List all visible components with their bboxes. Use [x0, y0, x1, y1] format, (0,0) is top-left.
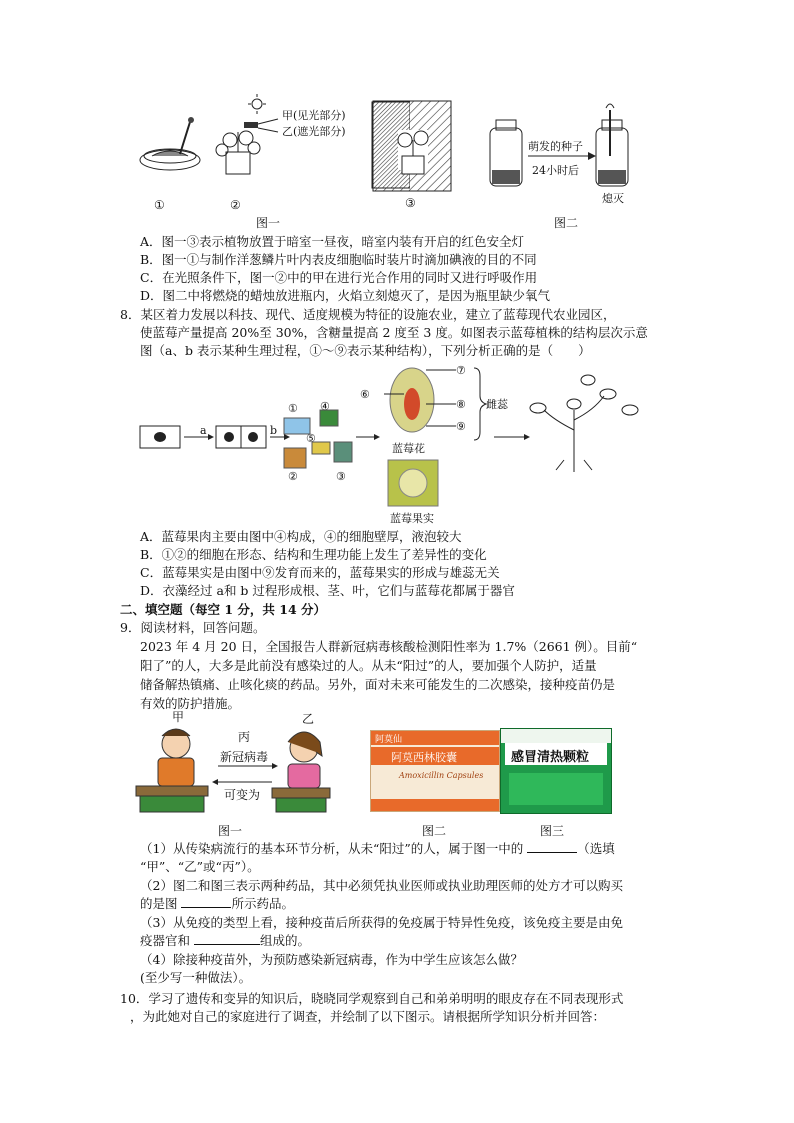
- q9-sub1-hint: （选填: [577, 841, 615, 856]
- q9-sub3-blank[interactable]: [194, 932, 260, 945]
- q8-stem-line2: 使蓝莓产量提高 20%至 30%，含糖量提高 2 度至 3 度。如图表示蓝莓植株的结构层次示意: [140, 325, 648, 340]
- amox-en: Amoxicillin Capsules: [399, 771, 484, 780]
- q9-sub2-blank[interactable]: [181, 895, 231, 908]
- figure-2: [484, 100, 634, 208]
- q9-sub2-line2: [140, 895, 294, 913]
- label-jia: 甲(见光部分): [282, 109, 346, 122]
- structure-1: ①: [288, 402, 298, 415]
- fig1-num2: ②: [230, 198, 241, 212]
- q9-sub1-line1: [140, 840, 615, 858]
- label-yi: 乙(遮光部分): [282, 125, 346, 138]
- medicine-box-ganmao: [500, 728, 612, 814]
- q8-option-d: D．衣藻经过 a和 b 过程形成根、茎、叶，它们与蓝莓花都属于器官: [140, 583, 515, 598]
- structure-6: ⑥: [360, 388, 370, 401]
- ganmao-name: 感冒清热颗粒: [511, 750, 590, 765]
- structure-9: ⑨: [456, 420, 466, 433]
- q9-sub1-line2: “甲”、“乙”或“丙”）。: [140, 859, 260, 874]
- extinguish-label: 熄灭: [602, 192, 624, 205]
- q9-fig2-caption: 图二: [422, 824, 447, 838]
- label-yi-person: 乙: [302, 712, 315, 726]
- q7-option-c: C．在光照条件下，图一②中的甲在进行光合作用的同时又进行呼吸作用: [140, 270, 538, 285]
- q9-fig1-caption: 图一: [218, 824, 243, 838]
- fruit-label: 蓝莓果实: [390, 512, 434, 525]
- q9-title: 9．阅读材料，回答问题。: [120, 620, 266, 635]
- figure-1-illustration: [130, 92, 410, 224]
- q9-sub3-tail: 组成的。: [259, 933, 310, 948]
- q8-stem-line3: 图（a、b 表示某种生理过程，①～⑨表示某种结构），下列分析正确的是（ ）: [140, 343, 591, 358]
- amox-brand: 阿莫仙: [375, 735, 403, 745]
- q9-para-2: 阳了”的人，大多是此前没有感染过的人。从未“阳过”的人，要加强个人防护，适量: [140, 658, 597, 673]
- q8-option-c: C．蓝莓果实是由图中⑨发育而来的，蓝莓果实的形成与雄蕊无关: [140, 565, 500, 580]
- label-jia-person: 甲: [172, 710, 185, 724]
- q9-sub3-text: 疫器官和: [140, 933, 194, 948]
- medicine-box-amoxicillin: [370, 730, 500, 812]
- section-2-heading: 二、填空题（每空 1 分，共 14 分）: [120, 602, 327, 617]
- fig1-num1: ①: [154, 198, 165, 212]
- q8-stem-line1: 8．某区着力发展以科技、现代、适度规模为特征的设施农业，建立了蓝莓现代农业园区，: [120, 307, 616, 322]
- q9-sub2-line1: （2）图二和图三表示两种药品，其中必须凭执业医师或执业助理医师的处方才可以购买: [140, 878, 623, 893]
- structure-3: ③: [336, 470, 346, 483]
- fig1-caption: 图一: [256, 216, 281, 230]
- q9-sub3-line1: （3）从免疫的类型上看，接种疫苗后所获得的免疫属于特异性免疫，该免疫主要是由免: [140, 915, 623, 930]
- figure-1: [130, 92, 410, 224]
- dark-box-figure: [372, 100, 452, 210]
- q9-fig3-caption: 图三: [540, 824, 565, 838]
- hours-label: 24小时后: [532, 164, 579, 177]
- q9-sub2-text: 的是图: [140, 896, 182, 911]
- q9-sub1-blank[interactable]: [527, 840, 577, 853]
- q9-figure-1: [132, 708, 332, 820]
- structure-2: ②: [288, 470, 298, 483]
- arrow-a-label: a: [200, 424, 207, 437]
- q7-option-d: D．图二中将燃烧的蜡烛放进瓶内，火焰立刻熄灭了，是因为瓶里缺少氧气: [140, 288, 551, 303]
- q7-option-a: A．图一③表示植物放置于暗室一昼夜，暗室内装有开启的红色安全灯: [140, 234, 525, 249]
- fig2-caption: 图二: [554, 216, 579, 230]
- q9-sub3-line2: [140, 932, 310, 950]
- fig1-num3: ③: [405, 196, 416, 210]
- q8-option-b: B．①②的细胞在形态、结构和生理功能上发生了差异性的变化: [140, 547, 487, 562]
- mutable-label: 可变为: [224, 788, 261, 802]
- structure-7: ⑦: [456, 364, 466, 377]
- q9-sub1-text: （1）从传染病流行的基本环节分析，从未“阳过”的人，属于图一中的: [140, 841, 528, 856]
- blueberry-diagram: [134, 360, 654, 528]
- structure-8: ⑧: [456, 398, 466, 411]
- q9-sub2-tail: 所示药品。: [231, 896, 294, 911]
- dark-box-illustration: [372, 100, 452, 192]
- q8-option-a: A．蓝莓果肉主要由图中④构成，④的细胞壁厚，液泡较大: [140, 529, 462, 544]
- q9-sub4-line1: （4）除接种疫苗外，为预防感染新冠病毒，作为中学生应该怎么做？: [140, 952, 523, 967]
- seeds-label: 萌发的种子: [528, 140, 583, 153]
- flower-label: 蓝莓花: [392, 442, 425, 455]
- q9-para-4: 有效的防护措施。: [140, 696, 241, 711]
- q7-option-b: B．图一①与制作洋葱鳞片叶内表皮细胞临时装片时滴加碘液的目的不同: [140, 252, 537, 267]
- q9-para-3: 储备解热镇痛、止咳化痰的药品。另外，面对未来可能发生的二次感染，接种疫苗仍是: [140, 677, 616, 692]
- q10-stem-line2: ，为此她对自己的家庭进行了调查，并绘制了以下图示。请根据所学知识分析并回答：: [130, 1009, 606, 1024]
- virus-label: 新冠病毒: [220, 750, 269, 764]
- pistil-label: 雌蕊: [486, 398, 508, 411]
- label-bing: 丙: [238, 730, 251, 744]
- structure-4: ④: [320, 400, 330, 413]
- structure-5: ⑤: [306, 432, 316, 445]
- q10-stem-line1: 10．学习了遗传和变异的知识后，晓晓同学观察到自己和弟弟明明的眼皮存在不同表现形式: [120, 991, 624, 1006]
- q9-sub4-line2: (至少写一种做法）。: [140, 970, 252, 985]
- arrow-b-label: b: [270, 424, 278, 437]
- amox-name: 阿莫西林胶囊: [391, 751, 457, 764]
- q9-para-1: 2023 年 4 月 20 日，全国报告人群新冠病毒核酸检测阳性率为 1.7%（2661 例）。目前“: [140, 639, 638, 654]
